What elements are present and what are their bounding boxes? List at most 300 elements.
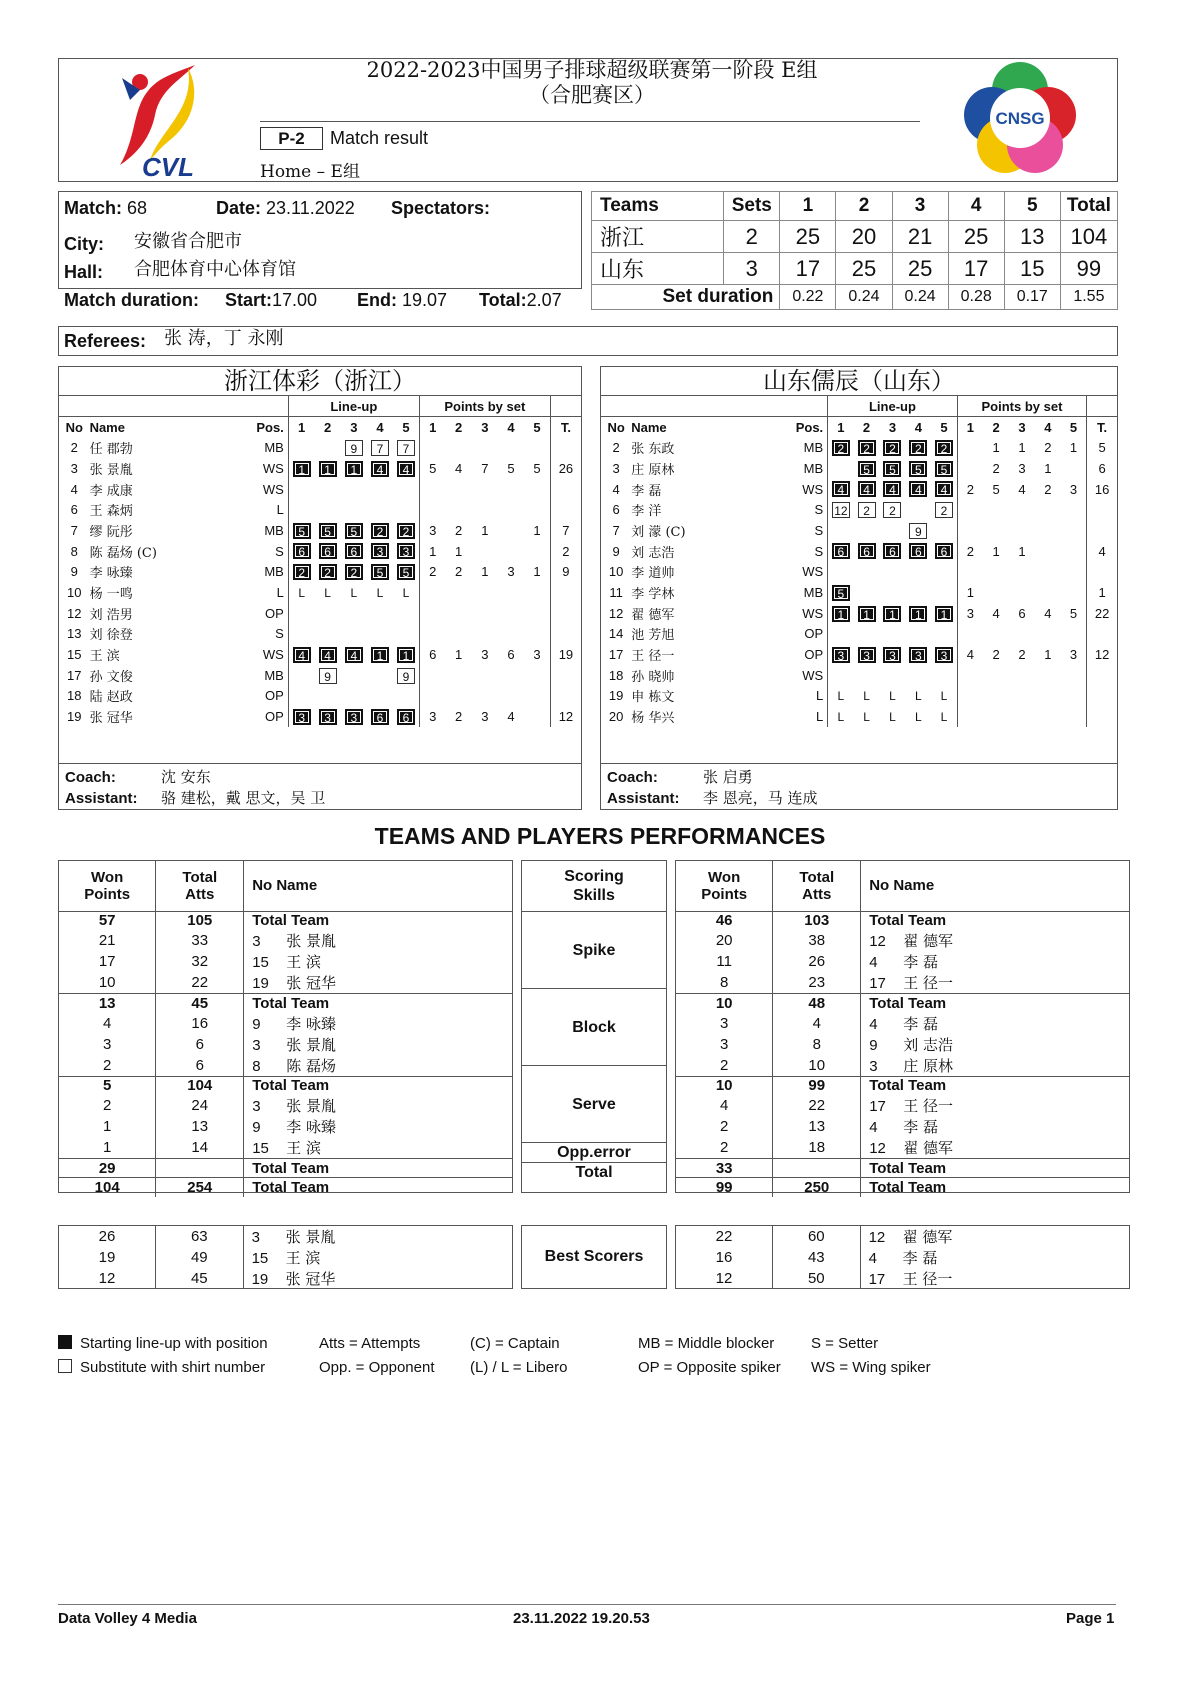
- best-scorer-row: [59, 1247, 512, 1268]
- set-points: [1061, 499, 1087, 520]
- set-points: 3: [533, 647, 541, 663]
- starting-position-marker: 3: [858, 647, 876, 663]
- player-position: WS: [802, 564, 824, 580]
- player-row: [59, 437, 581, 458]
- lineup-cell: [288, 644, 314, 665]
- player-entry: [244, 1116, 512, 1137]
- lineup-cell: [931, 520, 957, 541]
- set-points: [446, 479, 472, 500]
- set-points: 4: [1044, 605, 1052, 621]
- set-points: [1009, 665, 1035, 686]
- sets-header-cell: Total: [1060, 192, 1117, 221]
- set-points: 5: [419, 458, 445, 479]
- player-row: [59, 479, 581, 500]
- won-points: 33: [715, 1159, 733, 1177]
- player-number: 12: [869, 1140, 886, 1157]
- total-attempts: 48: [773, 994, 861, 1013]
- total-attempts: 24: [156, 1095, 244, 1116]
- set-points: [472, 499, 498, 520]
- player-position: L: [815, 709, 824, 725]
- points-set-header: 4: [507, 419, 515, 435]
- player-total-points: [1087, 706, 1117, 727]
- player-name: 李 成康: [89, 483, 133, 499]
- player-number: 4: [612, 481, 620, 497]
- lineup-cell: [905, 479, 931, 500]
- player-total-points: 16: [1087, 479, 1117, 500]
- lineup-cell: [367, 665, 393, 686]
- set-points: [1035, 706, 1061, 727]
- lineup-cell: [288, 437, 314, 458]
- player-total-points: [550, 499, 581, 520]
- player-stat-row: [676, 951, 1129, 972]
- lineup-cell: [828, 665, 854, 686]
- name-header: Name: [89, 419, 125, 435]
- lineup-cell: [315, 582, 341, 603]
- player-number: 4: [869, 1015, 878, 1033]
- roster-column-header: [59, 417, 581, 438]
- total-attempts: 60: [773, 1226, 861, 1247]
- lineup-cell: [854, 458, 880, 479]
- assistant-label: Assistant:: [607, 790, 680, 807]
- starting-position-marker: 3: [883, 647, 901, 663]
- set-points: [498, 686, 524, 707]
- lineup-cell: [931, 706, 957, 727]
- set-points: 2: [957, 479, 983, 500]
- libero-marker: L: [889, 709, 896, 724]
- set-points: [957, 686, 983, 707]
- lineup-cell: [393, 458, 419, 479]
- lineup-cell: [905, 458, 931, 479]
- scoring-skills-header: Scoring Skills: [564, 868, 624, 904]
- player-entry: [861, 1034, 1129, 1055]
- total-attempts: 38: [773, 930, 861, 951]
- lineup-cell: [931, 541, 957, 562]
- date-row: [216, 197, 355, 219]
- set-points: 1: [1069, 440, 1078, 456]
- player-name: 刘 志浩: [903, 1035, 953, 1054]
- player-row: [601, 499, 1117, 520]
- libero-marker: L: [915, 689, 922, 704]
- player-total-points: 5: [1087, 437, 1117, 458]
- lineup-cell: [367, 686, 393, 707]
- blank-cell: [59, 396, 288, 417]
- lineup-cell: [854, 499, 880, 520]
- lineup-cell: [315, 437, 341, 458]
- total-attempts: 6: [156, 1055, 244, 1077]
- player-number: 8: [70, 543, 78, 559]
- coach-label: Coach:: [65, 769, 116, 786]
- starting-position-marker: 3: [345, 709, 363, 725]
- set-points: [524, 437, 550, 458]
- won-points: 2: [719, 1056, 729, 1074]
- set-points: [498, 541, 524, 562]
- roster-table: [59, 396, 581, 727]
- player-total-points: [1087, 499, 1117, 520]
- blank-cell: [1087, 396, 1117, 417]
- lineup-cell: [931, 582, 957, 603]
- player-number: 10: [608, 564, 624, 580]
- player-number: 17: [869, 975, 886, 992]
- won-points: 3: [102, 1035, 112, 1053]
- no-header: No: [65, 419, 83, 435]
- player-stat-row: [676, 930, 1129, 951]
- libero-marker: L: [915, 709, 922, 724]
- assistant-names: 李 恩亮，马 连成: [703, 789, 818, 807]
- player-number: 9: [869, 1036, 878, 1054]
- lineup-cell: [393, 541, 419, 562]
- player-entry: [861, 1095, 1129, 1116]
- substitute-marker: 9: [909, 523, 927, 539]
- set-points: [472, 437, 498, 458]
- performance-table: [676, 861, 1129, 1197]
- player-position: S: [814, 522, 824, 538]
- set-points: [1009, 686, 1035, 707]
- set-points: [1035, 665, 1061, 686]
- points-set-header: 1: [957, 417, 983, 438]
- title-line-1: 2022-2023中国男子排球超级联赛第一阶段 E组: [366, 58, 818, 82]
- assistant-names: 骆 建松，戴 思文，吴 卫: [161, 789, 326, 807]
- total-time: 2.07: [526, 290, 562, 310]
- substitute-marker: 2: [883, 502, 901, 518]
- player-name: Total Team: [252, 1077, 330, 1095]
- starting-position-marker: 6: [858, 543, 876, 559]
- points-by-set-header: Points by set: [957, 396, 1087, 417]
- cvl-logo-text: CVL: [142, 152, 194, 180]
- set-points: [1061, 665, 1087, 686]
- lineup-cell: [341, 437, 367, 458]
- set-points: 5: [992, 481, 1000, 497]
- lineup-cell: [288, 458, 314, 479]
- won-points: 99: [715, 1178, 733, 1196]
- referees-names: 张 涛，丁 永刚: [164, 328, 284, 349]
- libero-marker: L: [889, 689, 896, 704]
- starting-position-marker: 4: [345, 647, 363, 663]
- set-points: [1061, 562, 1087, 583]
- lineup-cell: [879, 644, 905, 665]
- set-points: 2: [1044, 481, 1052, 497]
- set-points: [524, 541, 550, 562]
- sets-header-cell: 4: [948, 192, 1004, 221]
- set-points: [498, 479, 524, 500]
- player-stat-row: [676, 1034, 1129, 1055]
- lineup-cell: [905, 437, 931, 458]
- total-attempts: 8: [773, 1034, 861, 1055]
- set-cell: 25: [780, 221, 836, 253]
- starting-position-marker: 3: [935, 647, 953, 663]
- lineup-set-header: 3: [350, 419, 358, 435]
- won-points: 11: [716, 953, 732, 970]
- lineup-cell: [854, 479, 880, 500]
- lineup-cell: [341, 562, 367, 583]
- won-points: 10: [715, 994, 733, 1012]
- libero-marker: L: [837, 689, 845, 704]
- total-attempts: 6: [156, 1034, 244, 1055]
- total-atts-header: Total Atts: [156, 861, 244, 911]
- set-points: [1035, 520, 1061, 541]
- performances-title: TEAMS AND PLAYERS PERFORMANCES: [374, 823, 826, 849]
- lineup-cell: [367, 458, 393, 479]
- player-name: 王 滨: [286, 1139, 321, 1157]
- end-time: 19.07: [402, 290, 448, 310]
- lineup-set-header: 1: [288, 417, 314, 438]
- lineup-cell: [828, 499, 854, 520]
- lineup-cell: [393, 479, 419, 500]
- total-label: Total:: [479, 290, 527, 310]
- set-points: 2: [957, 541, 983, 562]
- total-attempts: 13: [156, 1116, 244, 1137]
- lineup-cell: [393, 665, 419, 686]
- set-cell: 15: [1004, 253, 1060, 285]
- legend-libero: (L) / L = Libero: [470, 1359, 568, 1376]
- set-points: 5: [1069, 605, 1078, 621]
- lineup-cell: [828, 706, 854, 727]
- legend-starting: Starting line-up with position: [80, 1335, 268, 1352]
- lineup-cell: [879, 686, 905, 707]
- player-name: 刘 志浩: [631, 545, 675, 561]
- team-total-row: [59, 1178, 512, 1197]
- coach-row: [65, 767, 575, 788]
- match-label: Match:: [64, 198, 122, 218]
- player-number: 9: [252, 1119, 261, 1136]
- lineup-cell: [393, 437, 419, 458]
- lineup-set-header: 4: [376, 419, 384, 435]
- lineup-cell: [931, 686, 957, 707]
- player-entry: [861, 1076, 1129, 1095]
- assistant-row: [65, 788, 575, 809]
- set-points: [1061, 624, 1087, 645]
- lineup-cell: [393, 562, 419, 583]
- player-name: 李 学林: [631, 587, 675, 603]
- set-points: 1: [1044, 460, 1052, 476]
- team-total-row: [59, 1076, 512, 1095]
- player-number: 4: [868, 1250, 877, 1267]
- lineup-cell: [367, 624, 393, 645]
- legend-mb: MB = Middle blocker: [638, 1335, 775, 1352]
- set-points: 3: [419, 706, 445, 727]
- set-points: 4: [992, 605, 1000, 621]
- set-points: [957, 458, 983, 479]
- player-number: 18: [608, 667, 624, 683]
- set-points: [1061, 706, 1087, 727]
- lineup-cell: [367, 520, 393, 541]
- match-number: 68: [127, 198, 148, 218]
- lineup-cell: [367, 562, 393, 583]
- set-points: 3: [1018, 460, 1026, 476]
- player-name: Total Team: [252, 1159, 330, 1177]
- set-points: [419, 479, 445, 500]
- lineup-cell: [931, 458, 957, 479]
- player-number: 3: [70, 460, 78, 476]
- skill-label: Opp.error: [522, 1142, 666, 1162]
- player-name: 李 咏臻: [286, 1118, 336, 1136]
- set-points: [957, 665, 983, 686]
- best-scorer-row: [59, 1226, 512, 1247]
- lineup-cell: [315, 624, 341, 645]
- set-points: [983, 499, 1009, 520]
- player-total-points: 26: [550, 458, 581, 479]
- won-points: 19: [98, 1249, 116, 1266]
- substitute-square-icon: [58, 1359, 72, 1373]
- player-row: [601, 458, 1117, 479]
- starting-position-marker: 3: [319, 709, 337, 725]
- player-stat-row: [59, 1095, 512, 1116]
- player-name: 张 冠华: [89, 711, 133, 727]
- sets-team-row: [592, 253, 1118, 285]
- start-time: 17.00: [272, 290, 318, 310]
- no-header: No: [607, 419, 625, 435]
- lineup-cell: [879, 562, 905, 583]
- player-name: Total Team: [252, 1178, 330, 1196]
- set-duration-label: Set duration: [592, 285, 780, 310]
- player-position: MB: [803, 585, 824, 601]
- player-total-points: [1087, 624, 1117, 645]
- starting-position-marker: 3: [397, 543, 415, 559]
- match-number-row: [64, 197, 147, 219]
- player-total-points: [550, 437, 581, 458]
- player-position: L: [276, 585, 284, 601]
- lineup-set-header: 3: [888, 419, 897, 435]
- player-total-points: 19: [550, 644, 581, 665]
- team-total-row: [676, 1076, 1129, 1095]
- set-points: 1: [481, 522, 489, 538]
- set-points: [446, 582, 472, 603]
- lineup-cell: [341, 520, 367, 541]
- set-points: 3: [481, 709, 489, 725]
- sets-header-cell: 1: [780, 192, 836, 221]
- player-name: 庄 原林: [631, 462, 675, 478]
- won-points: 4: [102, 1014, 112, 1032]
- total-attempts: 4: [773, 1013, 861, 1034]
- total-attempts: 18: [773, 1137, 861, 1159]
- lineup-cell: [288, 520, 314, 541]
- lineup-cell: [341, 665, 367, 686]
- substitute-marker: 9: [397, 668, 415, 684]
- set-cell: 99: [1060, 253, 1117, 285]
- set-points: 3: [507, 564, 515, 580]
- roster-group-header: [601, 396, 1117, 417]
- player-number: 15: [67, 647, 82, 663]
- set-points: [957, 499, 983, 520]
- set-points: 4: [455, 460, 463, 476]
- team-total-row: [676, 911, 1129, 930]
- sets-header-row: [592, 192, 1118, 221]
- player-row: [601, 479, 1117, 500]
- player-number: 9: [612, 543, 620, 559]
- starting-position-marker: 3: [832, 647, 850, 663]
- points-set-header: 3: [1018, 419, 1026, 435]
- player-entry: [861, 1013, 1129, 1034]
- lineup-cell: [393, 603, 419, 624]
- footer-page: Page 1: [1066, 1610, 1115, 1627]
- lineup-cell: [288, 665, 314, 686]
- won-points: 1: [102, 1139, 112, 1156]
- player-name: 李 道帅: [631, 566, 675, 582]
- player-entry: [244, 1178, 512, 1197]
- player-number: 17: [869, 1098, 886, 1115]
- total-attempts: 26: [773, 951, 861, 972]
- lineup-cell: [828, 520, 854, 541]
- set-points: [419, 686, 445, 707]
- best-scorer-row: [676, 1226, 1129, 1247]
- lineup-cell: [854, 665, 880, 686]
- lineup-cell: [905, 624, 931, 645]
- libero-marker: L: [863, 709, 870, 724]
- total-attempts: 45: [156, 994, 244, 1013]
- roster-group-header: [59, 396, 581, 417]
- set-duration: 0.22: [780, 285, 836, 310]
- lineup-cell: [288, 686, 314, 707]
- date-label: Date:: [216, 198, 262, 218]
- player-name: 张 景胤: [286, 1097, 336, 1115]
- won-points: 10: [715, 1077, 733, 1095]
- lineup-cell: [341, 582, 367, 603]
- lineup-cell: [341, 458, 367, 479]
- page-title: [262, 58, 922, 108]
- player-row: [601, 665, 1117, 686]
- set-points: [983, 665, 1009, 686]
- set-points: 5: [533, 460, 541, 476]
- referees-label: Referees:: [64, 331, 147, 351]
- lineup-set-header: 4: [914, 419, 922, 435]
- won-points: 22: [715, 1228, 733, 1245]
- lineup-cell: [879, 541, 905, 562]
- lineup-cell: [854, 582, 880, 603]
- footer-left: Data Volley 4 Media: [58, 1610, 197, 1627]
- lineup-cell: [905, 706, 931, 727]
- player-number: 19: [67, 709, 82, 725]
- lineup-cell: [341, 479, 367, 500]
- set-cell: 3: [724, 253, 780, 285]
- player-total-points: [1087, 562, 1117, 583]
- player-entry: [244, 972, 512, 994]
- libero-marker: L: [402, 585, 410, 600]
- player-total-points: [1087, 520, 1117, 541]
- won-points: 21: [98, 932, 116, 949]
- lineup-cell: [879, 520, 905, 541]
- lineup-header: Line-up: [828, 396, 958, 417]
- player-number: 10: [67, 585, 82, 601]
- player-row: [601, 437, 1117, 458]
- team-b-performance: [675, 860, 1130, 1196]
- player-row: [601, 582, 1117, 603]
- player-row: [59, 644, 581, 665]
- team-b-best-scorers: [675, 1225, 1130, 1289]
- player-position: L: [276, 502, 284, 518]
- starting-position-marker: 2: [909, 440, 927, 456]
- player-name: 李 磊: [903, 953, 938, 971]
- player-number: 9: [70, 564, 78, 580]
- won-points: 1: [102, 1118, 112, 1135]
- starting-position-marker: 2: [397, 523, 415, 539]
- performance-table: [59, 861, 512, 1197]
- lineup-cell: [854, 686, 880, 707]
- total-attempts: 32: [156, 951, 244, 972]
- set-points: [472, 686, 498, 707]
- player-stat-row: [59, 972, 512, 994]
- player-row: [59, 665, 581, 686]
- lineup-cell: [315, 665, 341, 686]
- set-duration-row: [592, 285, 1118, 310]
- starting-position-marker: 6: [832, 543, 850, 559]
- set-points: 1: [1018, 543, 1026, 559]
- legend-op: OP = Opposite spiker: [638, 1359, 781, 1376]
- lineup-cell: [828, 582, 854, 603]
- lineup-cell: [288, 479, 314, 500]
- set-points: 2: [419, 562, 445, 583]
- set-points: [498, 582, 524, 603]
- set-points: 3: [1069, 647, 1078, 663]
- substitute-marker: 12: [832, 502, 850, 518]
